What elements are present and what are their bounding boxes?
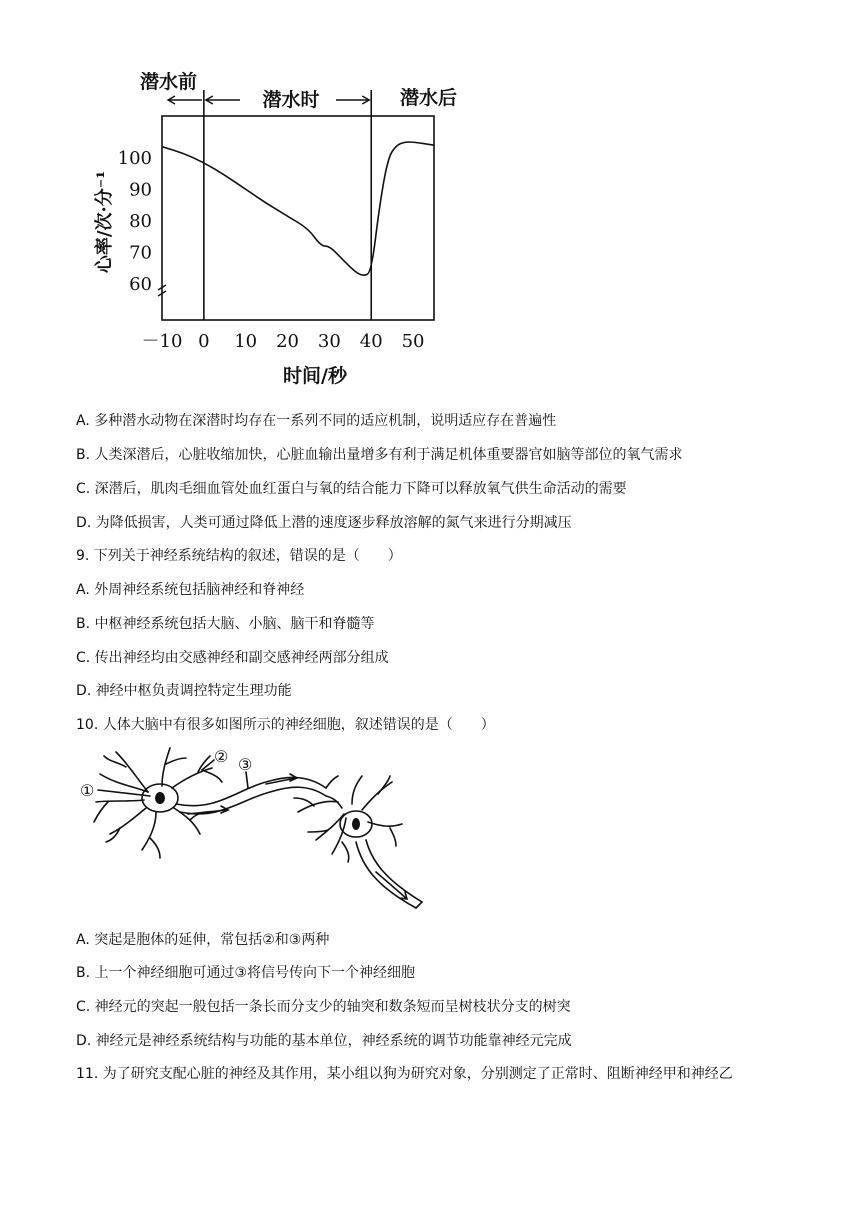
phase-label-before: 潜水前	[140, 71, 198, 93]
x-tick-label: 20	[276, 331, 299, 352]
q9-stem: 9. 下列关于神经系统结构的叙述，错误的是（ ）	[76, 548, 402, 564]
phase-label-during: 潜水时	[262, 89, 320, 111]
label-1: ①	[80, 781, 95, 800]
q10-option-c: C. 神经元的突起一般包括一条长而分支少的轴突和数条短而呈树枝状分支的树突	[76, 999, 571, 1015]
q8-option-d: D. 为降低损害，人类可通过降低上潜的速度逐步释放溶解的氮气来进行分期减压	[76, 515, 572, 531]
label-3: ③	[238, 755, 253, 774]
y-tick-label: 100	[117, 147, 152, 169]
q9-option-b: B. 中枢神经系统包括大脑、小脑、脑干和脊髓等	[76, 616, 375, 632]
phase-label-after: 潜水后	[400, 87, 458, 109]
label-2: ②	[214, 747, 229, 766]
x-tick-label: 50	[401, 331, 425, 352]
q11-stem: 11. 为了研究支配心脏的神经及其作用，某小组以狗为研究对象，分别测定了正常时、阻断神经甲和神经乙	[76, 1066, 733, 1082]
x-tick-label: －10	[141, 331, 183, 352]
q9-option-d: D. 神经中枢负责调控特定生理功能	[76, 683, 292, 699]
q10-stem: 10. 人体大脑中有很多如图所示的神经细胞，叙述错误的是（ ）	[76, 717, 495, 733]
q10-option-b: B. 上一个神经细胞可通过③将信号传向下一个神经细胞	[76, 965, 416, 981]
heart-rate-chart	[90, 62, 470, 392]
plot-frame	[162, 116, 434, 320]
x-tick-label: 10	[234, 331, 258, 352]
y-tick-label: 70	[129, 242, 152, 264]
q9-option-c: C. 传出神经均由交感神经和副交感神经两部分组成	[76, 650, 389, 666]
heart-rate-curve	[162, 142, 434, 275]
x-axis-label: 时间/秒	[283, 365, 347, 387]
q8-option-a: A. 多种潜水动物在深潜时均存在一系列不同的适应机制，说明适应存在普遍性	[76, 413, 557, 429]
y-tick-label: 80	[129, 210, 152, 232]
y-tick-label: 90	[129, 179, 152, 201]
x-tick-label: 0	[198, 331, 210, 352]
x-tick-label: 30	[317, 331, 341, 352]
q8-option-c: C. 深潜后，肌肉毛细血管处血红蛋白与氧的结合能力下降可以释放氧气供生命活动的需要	[76, 481, 627, 497]
q10-option-d: D. 神经元是神经系统结构与功能的基本单位，神经系统的调节功能靠神经元完成	[76, 1033, 572, 1049]
y-tick-label: 60	[129, 274, 152, 295]
q10-option-a: A. 突起是胞体的延伸，常包括②和③两种	[76, 932, 330, 948]
neuron-diagram	[76, 742, 436, 924]
q9-option-a: A. 外周神经系统包括脑神经和脊神经	[76, 582, 305, 598]
x-tick-label: 40	[359, 331, 383, 352]
q8-option-b: B. 人类深潜后，心脏收缩加快，心脏血输出量增多有利于满足机体重要器官如脑等部位的氧气需求	[76, 447, 683, 463]
y-axis-label: 心率/次·分⁻¹	[94, 170, 115, 274]
